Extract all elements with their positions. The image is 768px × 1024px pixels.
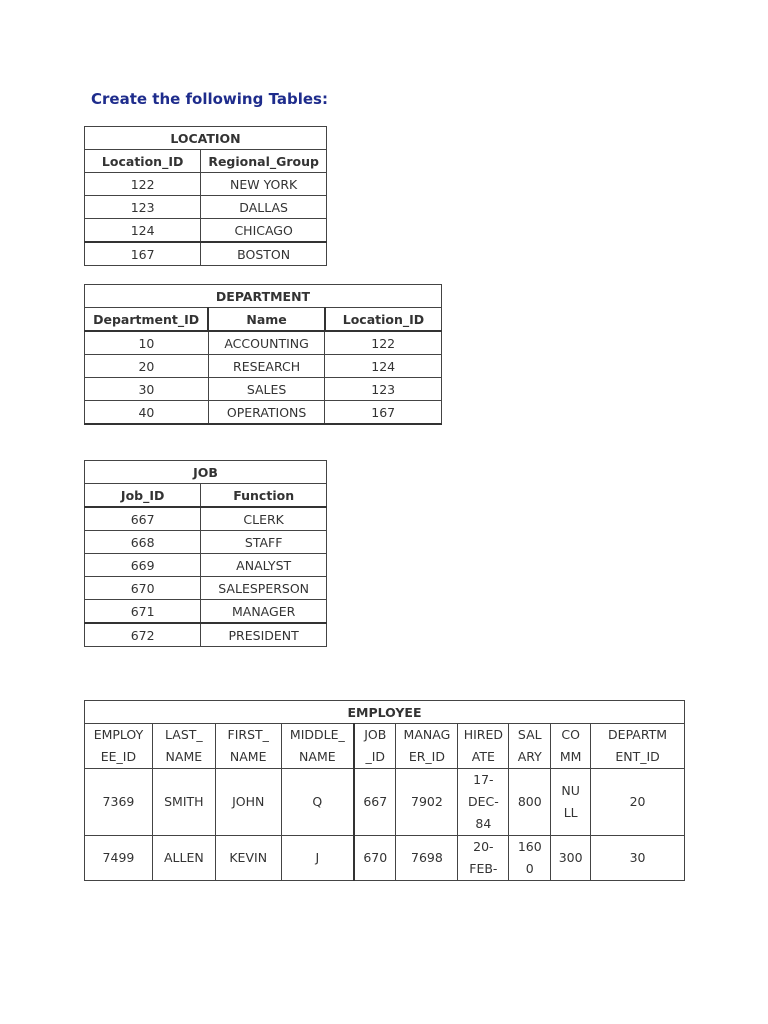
table-row — [85, 219, 327, 243]
page-heading: Create the following Tables: — [91, 90, 328, 108]
table-row — [85, 577, 327, 600]
employee-header-employee-id — [85, 724, 153, 769]
job-function-cell: SALESPERSON — [201, 577, 327, 600]
employee-comm-cell — [551, 769, 591, 836]
employee-employee-id-cell — [85, 836, 153, 881]
location-group-cell: BOSTON — [201, 242, 327, 266]
location-id-cell: 123 — [85, 196, 201, 219]
location-table — [84, 126, 327, 266]
employee-table-title: EMPLOYEE — [85, 701, 685, 724]
header-text-line: ARY — [517, 749, 542, 764]
department-location-cell: 122 — [325, 331, 442, 355]
header-text-line: ATE — [471, 749, 495, 764]
location-id-cell: 122 — [85, 173, 201, 196]
employee-comm-cell — [551, 836, 591, 881]
cell-text-line: ALLEN — [163, 850, 204, 865]
header-text-line: EMPLOY — [93, 727, 144, 742]
table-row — [85, 769, 685, 836]
location-id-cell: 167 — [85, 242, 201, 266]
job-id-cell: 668 — [85, 531, 201, 554]
employee-header-department-id — [591, 724, 685, 769]
department-location-cell: 123 — [325, 378, 442, 401]
location-group-cell: CHICAGO — [201, 219, 327, 243]
cell-text-line: 7499 — [102, 850, 135, 865]
employee-manager-id-cell — [396, 836, 458, 881]
employee-header-comm — [551, 724, 591, 769]
employee-table — [84, 700, 685, 881]
table-row — [85, 173, 327, 196]
cell-text-line: 84 — [475, 816, 492, 831]
department-location-cell: 124 — [325, 355, 442, 378]
job-function-cell: STAFF — [201, 531, 327, 554]
location-table-title: LOCATION — [85, 127, 327, 150]
location-header-id: Location_ID — [85, 150, 201, 173]
job-header-function: Function — [201, 484, 327, 508]
header-text-line: DEPARTM — [608, 727, 668, 742]
job-id-cell: 669 — [85, 554, 201, 577]
department-name-cell: OPERATIONS — [208, 401, 325, 425]
cell-text-line: 20 — [629, 794, 646, 809]
job-table-title: JOB — [85, 461, 327, 484]
header-text-line: ENT_ID — [615, 749, 660, 764]
table-row — [85, 331, 442, 355]
header-text-line: NAME — [165, 749, 203, 764]
location-id-cell: 124 — [85, 219, 201, 243]
header-text-line: MIDDLE_ — [289, 727, 345, 742]
cell-text-line: 7698 — [411, 850, 443, 865]
header-text-line: ER_ID — [408, 749, 445, 764]
department-id-cell: 40 — [85, 401, 209, 425]
employee-department-id-cell — [591, 836, 685, 881]
department-table — [84, 284, 442, 425]
header-text-line: JOB — [364, 727, 387, 742]
job-function-cell: PRESIDENT — [201, 623, 327, 647]
employee-hire-date-cell — [458, 769, 509, 836]
location-group-cell: NEW YORK — [201, 173, 327, 196]
cell-text-line: SMITH — [164, 794, 204, 809]
table-row — [85, 507, 327, 531]
job-id-cell: 671 — [85, 600, 201, 624]
job-function-cell: ANALYST — [201, 554, 327, 577]
cell-text-line: 17- — [473, 772, 494, 787]
job-id-cell: 672 — [85, 623, 201, 647]
employee-salary-cell — [509, 836, 551, 881]
header-text-line: LAST_ — [165, 727, 203, 742]
cell-text-line: 800 — [517, 794, 542, 809]
table-row — [85, 623, 327, 647]
header-text-line: CO — [561, 727, 580, 742]
department-id-cell: 30 — [85, 378, 209, 401]
employee-manager-id-cell — [396, 769, 458, 836]
cell-text-line: JOHN — [232, 794, 265, 809]
employee-hire-date-cell — [458, 836, 509, 881]
employee-salary-cell — [509, 769, 551, 836]
employee-last-name-cell — [152, 836, 215, 881]
employee-middle-name-cell — [281, 836, 354, 881]
cell-text-line: DEC- — [467, 794, 499, 809]
header-text-line: EE_ID — [100, 749, 137, 764]
department-location-cell: 167 — [325, 401, 442, 425]
employee-first-name-cell — [215, 836, 281, 881]
department-header-id: Department_ID — [85, 308, 209, 332]
cell-text-line: 0 — [525, 861, 534, 876]
department-name-cell: SALES — [208, 378, 325, 401]
employee-header-hire-date — [458, 724, 509, 769]
header-text-line: MANAG — [403, 727, 451, 742]
cell-text-line: 20- — [473, 839, 494, 854]
table-row — [85, 600, 327, 624]
employee-header-salary — [509, 724, 551, 769]
employee-department-id-cell — [591, 769, 685, 836]
table-row — [85, 196, 327, 219]
header-text-line: HIRED — [463, 727, 503, 742]
table-row — [85, 531, 327, 554]
header-text-line: NAME — [229, 749, 267, 764]
cell-text-line: 30 — [629, 850, 646, 865]
cell-text-line: NU — [561, 783, 580, 798]
cell-text-line: Q — [312, 794, 323, 809]
employee-header-last-name — [152, 724, 215, 769]
job-header-id: Job_ID — [85, 484, 201, 508]
header-text-line: NAME — [299, 749, 336, 764]
cell-text-line: 160 — [517, 839, 542, 854]
department-table-title: DEPARTMENT — [85, 285, 442, 308]
table-row — [85, 355, 442, 378]
employee-last-name-cell — [152, 769, 215, 836]
job-function-cell: MANAGER — [201, 600, 327, 624]
cell-text-line: 670 — [363, 850, 388, 865]
department-id-cell: 20 — [85, 355, 209, 378]
cell-text-line: LL — [563, 805, 578, 820]
employee-job-id-cell — [354, 769, 396, 836]
employee-employee-id-cell — [85, 769, 153, 836]
employee-middle-name-cell — [281, 769, 354, 836]
job-function-cell: CLERK — [201, 507, 327, 531]
header-text-line: FIRST_ — [227, 727, 269, 742]
location-group-cell: DALLAS — [201, 196, 327, 219]
department-id-cell: 10 — [85, 331, 209, 355]
employee-header-manager-id — [396, 724, 458, 769]
department-name-cell: RESEARCH — [208, 355, 325, 378]
employee-first-name-cell — [215, 769, 281, 836]
job-id-cell: 667 — [85, 507, 201, 531]
employee-header-row — [85, 724, 685, 769]
cell-text-line: J — [315, 850, 320, 865]
job-id-cell: 670 — [85, 577, 201, 600]
location-header-group: Regional_Group — [201, 150, 327, 173]
header-text-line: SAL — [517, 727, 542, 742]
cell-text-line: FEB- — [469, 861, 498, 876]
employee-header-first-name — [215, 724, 281, 769]
department-header-name: Name — [208, 308, 325, 332]
table-row — [85, 554, 327, 577]
employee-header-job-id — [354, 724, 396, 769]
table-row — [85, 401, 442, 425]
department-header-location: Location_ID — [325, 308, 442, 332]
job-table — [84, 460, 327, 647]
table-row — [85, 378, 442, 401]
table-row — [85, 242, 327, 266]
cell-text-line: 7902 — [411, 794, 443, 809]
cell-text-line: KEVIN — [229, 850, 268, 865]
employee-job-id-cell — [354, 836, 396, 881]
cell-text-line: 300 — [558, 850, 583, 865]
table-row — [85, 836, 685, 881]
header-text-line: _ID — [365, 749, 386, 764]
employee-header-middle-name — [281, 724, 354, 769]
cell-text-line: 7369 — [102, 794, 135, 809]
header-text-line: MM — [559, 749, 582, 764]
department-name-cell: ACCOUNTING — [208, 331, 325, 355]
cell-text-line: 667 — [363, 794, 388, 809]
